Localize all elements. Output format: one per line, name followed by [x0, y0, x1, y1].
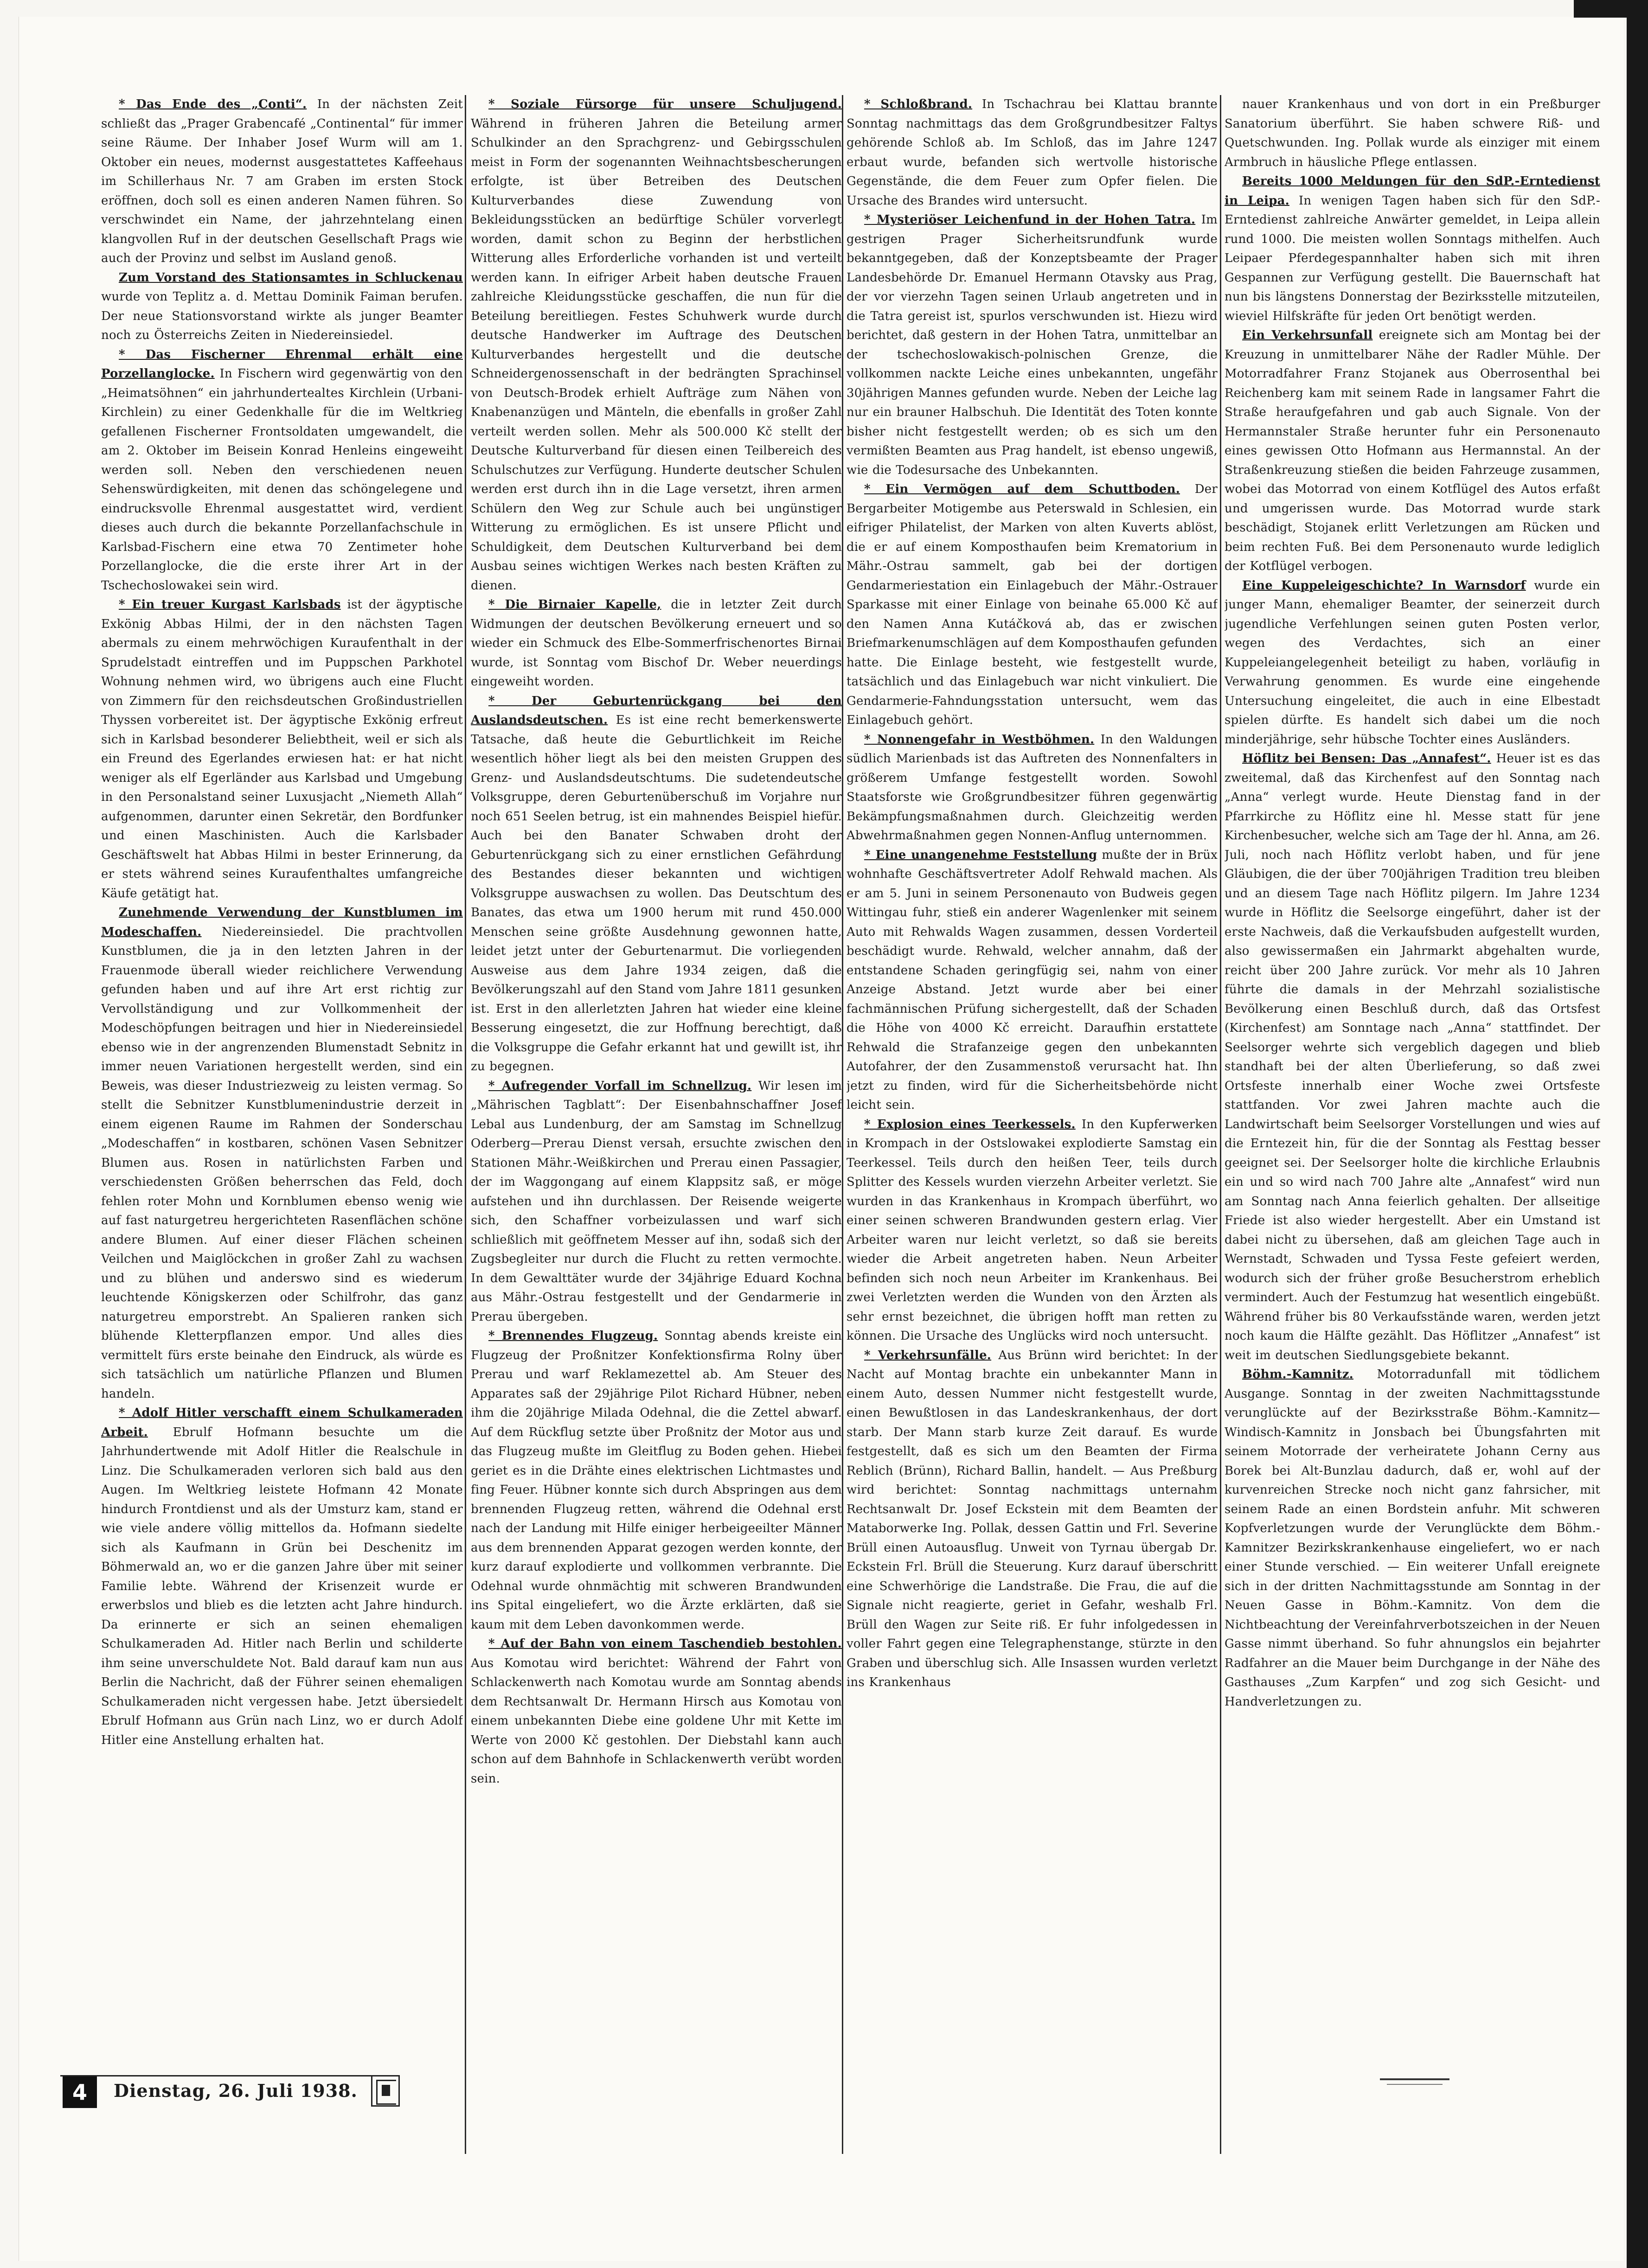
article-body: Sonntag abends kreiste ein Flugzeug der Proßnitzer Konfektionsfirma Rolny über Prerau und warf Reklamezettel ab. Am Steuer des Apparates saß der 29jährige Pilot Richard Hübner, neben ihm die 20jährige Milada Odehnal, die die Zettel abwarf. Auf dem Rückflug setzte über Proßnitz der Motor aus und das Flugzeug mußte im Gleitflug zu Boden gehen. Hiebei geriet es in die Drähte eines elektrischen Lichtmastes und fing Feuer. Hübner konnte sich durch Abspringen aus dem brennenden Flugzeug retten, während die Odehnal erst nach der Landung mit Hilfe einiger herbeigeeilter Männer aus dem brennenden Apparat gezogen werden konnte, der kurz darauf explodierte und vollkommen verbrannte. Die Odehnal wurde ohnmächtig mit schweren Brandwunden ins Spital eingeliefert, wo die Ärzte erklärten, daß sie kaum mit dem Leben davonkommen werde.	[471, 1329, 842, 1632]
article-body: In Tschachrau bei Klattau brannte Sonntag nachmittags das dem Großgrundbesitzer Faltys gehörende Schloß ab. Im Schloß, das im Jahre 1247 erbaut wurde, befanden sich wertvolle historische Gegenstände, die dem Feuer zum Opfer fielen. Die Ursache des Brandes wird untersucht.	[846, 97, 1218, 208]
article	[471, 1635, 842, 1789]
article	[101, 95, 463, 268]
column-rule	[842, 95, 843, 2154]
article-headline: * Brennendes Flugzeug.	[488, 1329, 658, 1343]
column-2	[471, 95, 842, 2145]
article-headline: Ein Verkehrsunfall	[1242, 328, 1373, 342]
article-body: Während in früheren Jahren die Beteilung armer Schulkinder an den Sprachgrenz- und Gebirgsschulen meist in Form der sogenannten Weihnachtsbescherungen erfolgte, ist über Betreiben des Deutschen Kulturverbandes diese Zuwendung von Bekleidungsstücken an bedürftige Schüler vorverlegt worden, damit schon zu Beginn der herbstlichen Witterung alles Erforderliche vorhanden ist und verteilt werden kann. In eifriger Arbeit haben deutsche Frauen zahlreiche Kleidungsstücke geschaffen, die nun für die Beteilung bereitliegen. Festes Schuhwerk wurde durch deutsche Handwerker im Auftrage des Deutschen Kulturverbandes hergestellt und die deutsche Schneidergenossenschaft in der bedrängten Sprachinsel von Deutsch-Brodek erhielt Aufträge zum Nähen von Knabenanzügen und Mänteln, die ebenfalls in großer Zahl verteilt werden sollen. Mehr als 500.000 Kč stellt der Deutsche Kulturverband für diesen einen Teilbereich des Schulschutzes zur Verfügung. Hunderte deutscher Schulen werden erst durch ihn in die Lage versetzt, ihren armen Schülern den Weg zur Schule auch bei ungünstiger Witterung zu ermöglichen. Es ist unsere Pflicht und Schuldigkeit, dem Deutschen Kulturverband bei dem Ausbau seines wichtigen Werkes nach besten Kräften zu dienen.	[471, 116, 842, 593]
article	[846, 211, 1218, 480]
article-headline: * Verkehrsunfälle.	[864, 1348, 992, 1362]
article	[471, 1077, 842, 1327]
column-rule	[465, 95, 466, 2154]
article-headline: * Eine unangenehme Feststellung	[864, 848, 1097, 862]
article-headline: Bereits 1000 Meldungen für den SdP.-Erntedienst in Leipa.	[1225, 174, 1600, 208]
article-headline: Eine Kuppeleigeschichte? In Warnsdorf	[1242, 578, 1526, 593]
article-headline: Höflitz bei Bensen: Das „Annafest“.	[1242, 752, 1491, 766]
article	[101, 268, 463, 345]
article	[1225, 749, 1600, 1365]
article	[471, 595, 842, 692]
article-body: In wenigen Tagen haben sich für den SdP.-Erntedienst zahlreiche Anwärter gemeldet, in Leipa allein rund 1000. Die meisten wollen Sonntags mithelfen. Auch Leipaer Pferdegespannhalter haben sich mit ihren Gespannen zur Verfügung gestellt. Die Bauernschaft hat nun bis längstens Donnerstag der Bezirksstelle mitzuteilen, wieviel Hilfskräfte für jeden Ort benötigt werden.	[1225, 193, 1600, 323]
article-body: In der nächsten Zeit schließt das „Prager Grabencafé „Continental“ für immer seine Räume. Der Inhaber Josef Wurm will am 1. Oktober ein neues, modernst ausgestattetes Kaffeehaus im Schillerhaus Nr. 7 am Graben im ersten Stock eröffnen, doch soll es einen anderen Namen führen. So verschwindet ein Name, der jahrzehntelang einen klangvollen Ruf in der deutschen Gesellschaft Prags wie auch der Provinz und selbst im Ausland genoß.	[101, 97, 463, 265]
issue-date: Dienstag, 26. Juli 1938.	[114, 2080, 358, 2101]
article-headline: * Ein treuer Kurgast Karlsbads	[119, 598, 341, 612]
article-headline: * Aufregender Vorfall im Schnellzug.	[488, 1079, 752, 1093]
article-body: wurde ein junger Mann, ehemaliger Beamter, der seinerzeit durch jugendliche Verfehlungen seinen guten Posten verlor, wegen des Verdachtes, sich an einer Kuppeleiangelegenheit beteiligt zu haben, vorläufig in Verwahrung genommen. Es wurde eine eingehende Untersuchung eingeleitet, die auch in eine Elbestadt spielen dürfte. Es handelt sich dabei um die noch minderjährige, sehr hübsche Tochter eines Ausländers.	[1225, 578, 1600, 747]
article-body: Heuer ist es das zweitemal, daß das Kirchenfest auf den Sonntag nach „Anna“ verlegt wurde. Heute Dienstag fand in der Pfarrkirche zu Höflitz eine hl. Messe statt für jene Kirchenbesucher, welche sich am Tage der hl. Anna, am 26. Juli, noch nach Höflitz verlobt haben, und für jene Gläubigen, die der über 700jährigen Tradition treu bleiben und an diesem Tage nach Höflitz pilgern. Im Jahre 1234 wurde in Höflitz die Seelsorge eingeführt, daher ist der erste Nachweis, daß die Verkaufsbuden aufgestellt wurden, also gewissermaßen ein Jahrmarkt abgehalten wurde, reicht über 200 Jahre zurück. Vor mehr als 10 Jahren führte die damals in der Mehrzahl sozialistische Bevölkerung einen Beschluß durch, daß das Ortsfest (Kirchenfest) am Sonntage nach „Anna“ stattfindet. Der Seelsorger wehrte sich vergeblich dagegen und blieb standhaft bei der alten Überlieferung, so daß zwei Ortsfeste innerhalb einer Woche zwei Ortsfeste stattfanden. Vor zwei Jahren machte auch die Landwirtschaft beim Seelsorger Vorstellungen und wies auf die Erntezeit hin, für die der Sonntag als Festtag besser geeignet sei. Der Seelsorger holte die kirchliche Erlaubnis ein und so wird nach 700 Jahre alte „Annafest“ wird nun am Sonntag nach Anna feierlich gehalten. Der allseitige Friede ist also wieder hergestellt. Aber ein Umstand ist dabei nicht zu übersehen, daß am gleichen Tage auch in Wernstadt, Schwaden und Tyssa Feste gefeiert werden, wodurch sich der früher große Besucherstrom erheblich vermindert. Auch der Festumzug hat wesentlich eingebüßt. Während früher bis 80 Verkaufsstände waren, werden jetzt noch kaum die Hälfte gezählt. Das Höflitzer „Annafest“ ist weit im deutschen Siedlungsgebiete bekannt.	[1225, 752, 1600, 1362]
article-body: Aus Komotau wird berichtet: Während der Fahrt von Schlackenwerth nach Komotau wurde am Sonntag abends dem Rechtsanwalt Dr. Hermann Hirsch aus Komotau von einem unbekannten Diebe eine goldene Uhr mit Kette im Werte von 2000 Kč gestohlen. Der Diebstahl kann auch schon auf dem Bahnhofe in Schlackenwerth verübt worden sein.	[471, 1656, 842, 1786]
article	[471, 95, 842, 595]
article-headline: Böhm.-Kamnitz.	[1242, 1367, 1353, 1381]
scan-edge	[1627, 0, 1648, 2268]
article-headline: * Ein Vermögen auf dem Schuttboden.	[864, 482, 1180, 496]
article-body: In den Waldungen südlich Marienbads ist das Auftreten des Nonnenfalters in größerem Umfange festgestellt worden. Sowohl Staatsforste wie Großgrundbesitzer führen gegenwärtig Bekämpfungsmaßnahmen durch. Gleichzeitig werden Abwehrmaßnahmen gegen Nonnen-Anflug unternommen.	[846, 732, 1218, 843]
article-headline: * Der Geburtenrückgang bei den Auslandsdeutschen.	[471, 694, 842, 727]
article-headline: * Soziale Fürsorge für unsere Schuljugend.	[488, 97, 842, 111]
article-body: ist der ägyptische Exkönig Abbas Hilmi, der in den nächsten Tagen abermals zu einem mehrwöchigen Kuraufenthalt in der Sprudelstadt eintreffen und im Puppschen Parkhotel Wohnung nehmen wird, wo übrigens auch eine Flucht von Zimmern für den reichsdeutschen Großindustriellen Thyssen vorbereitet ist. Der ägyptische Exkönig erfreut sich in Karlsbad besonderer Beliebtheit, weil er sich als ein Freund des Egerlandes erwiesen hat: er hat nicht weniger als elf Egerländer aus Karlsbad und Umgebung in den Personalstand seiner Luxusjacht „Niemeth Allah“ aufgenommen, darunter einen Sekretär, den Bordfunker und einen Maschinisten. Auch die Karlsbader Geschäftswelt hat Abbas Hilmi in bester Erinnerung, da er stets während seines Kuraufenthaltes umfangreiche Käufe getätigt hat.	[101, 598, 463, 901]
article-headline: * Die Birnaier Kapelle,	[488, 598, 661, 612]
article-body: Es ist eine recht bemerkenswerte Tatsache, daß heute die Geburtlichkeit im Reiche wesentlich höher liegt als bei den meisten Gruppen des Grenz- und Auslandsdeutschtums. Die sudetendeutsche Volksgruppe, deren Geburtenüberschuß im Vorjahre nur noch 651 Seelen betrug, ist ein mahnendes Beispiel hiefür. Auch bei den Banater Schwaben droht der Geburtenrückgang sich zu einer ernstlichen Gefährdung des Bestandes dieser bekannten und wichtigen Volksgruppe auswachsen zu wollen. Das Deutschtum des Banates, das etwa um 1900 herum mit rund 450.000 Menschen seine größte Ausdehnung gewonnen hatte, leidet jetzt unter der Geburtenarmut. Die vorliegenden Ausweise aus dem Jahre 1934 zeigen, daß die Bevölkerungszahl auf den Stand vom Jahre 1811 gesunken ist. Erst in den allerletzten Jahren hat wieder eine kleine Besserung eingesetzt, die zur Hoffnung berechtigt, daß die Volksgruppe die Gefahr erkannt hat und gewillt ist, ihr zu begegnen.	[471, 713, 842, 1073]
article-body: Motorradunfall mit tödlichem Ausgange. Sonntag in der zweiten Nachmittagsstunde verunglückte auf der Bezirksstraße Böhm.-Kamnitz—Windisch-Kamnitz in Jonsbach bei Übungsfahrten mit seinem Motorrade der verheiratete Johann Cerny aus Borek bei Alt-Bunzlau dadurch, daß er, wohl auf der kurvenreichen Strecke noch nicht ganz fahrsicher, mit seinem Rade an einen Bordstein anfuhr. Mit schweren Kopfverletzungen wurde der Verunglückte dem Böhm.-Kamnitzer Bezirkskrankenhause eingeliefert, wo er nach einer Stunde verschied. — Ein weiterer Unfall ereignete sich in der dritten Nachmittagsstunde am Sonntag in der Neuen Gasse in Böhm.-Kamnitz. Von dem die Nichtbeachtung der Vereinfahrverbotszeichen in der Neuen Gasse nimmt überhand. So fuhr ahnungslos ein bejahrter Radfahrer an die Mauer beim Durchgange in der Nähe des Gasthauses „Zum Karpfen“ und zog sich Gesicht- und Handverletzungen zu.	[1225, 1367, 1600, 1709]
article-body: ereignete sich am Montag bei der Kreuzung in unmittelbarer Nähe der Radler Mühle. Der Motorradfahrer Franz Stojanek aus Oberrosenthal bei Reichenberg kam mit seinem Rade in langsamer Fahrt die Straße heraufgefahren und gab auch Signale. Von der Hermannstaler Straße herunter fuhr ein Personenauto eines gewissen Otto Hofmann aus Hermannstal. An der Straßenkreuzung stießen die beiden Fahrzeuge zusammen, wobei das Motorrad von einem Kotflügel des Autos erfaßt und umgerissen wurde. Das Motorrad wurde stark beschädigt, Stojanek erlitt Verletzungen am Rücken und beim rechten Fuß. Bei dem Personenauto wurde lediglich der Kotflügel verbogen.	[1225, 328, 1600, 573]
article-headline: * Das Ende des „Conti“.	[119, 97, 307, 111]
article	[1225, 95, 1600, 172]
article-body: Im gestrigen Prager Sicherheitsrundfunk wurde bekanntgegeben, daß der Konzeptsbeamte der Prager Landesbehörde Dr. Emanuel Hermann Otavsky aus Prag, der vor vierzehn Tagen seinen Urlaub angetreten und in die Tatra gereist ist, spurlos verschwunden ist. Hiezu wird berichtet, daß gestern in der Hohen Tatra, unmittelbar an der tschechoslowakisch-polnischen Grenze, die vollkommen nackte Leiche eines unbekannten, ungefähr 30jährigen Mannes gefunden wurde. Neben der Leiche lag nur ein brauner Halbschuh. Die Identität des Toten konnte bisher nicht festgestellt werden; ob es sich um den vermißten Beamten aus Prag handelt, ist ebenso ungewiß, wie die Todesursache des Unbekannten.	[846, 213, 1218, 477]
publisher-logo-icon	[371, 2075, 400, 2107]
column-4	[1225, 95, 1600, 2145]
article-headline: * Auf der Bahn von einem Taschendieb bestohlen.	[488, 1637, 842, 1651]
article-body: In Fischern wird gegenwärtig von den „Heimatsöhnen“ ein jahrhundertealtes Kirchlein (Urbani-Kirchlein) zu einer Gedenkhalle für die im Weltkrieg gefallenen Fischerner Frontsoldaten umgewandelt, die am 2. Oktober im Beisein Konrad Henleins eingeweiht werden soll. Neben den verschiedenen neuen Sehenswürdigkeiten, mit denen das schöngelegene und eindrucksvolle Ehrenmal ausgestattet wird, verdient dieses auch durch die bekannte Porzellanfachschule in Karlsbad-Fischern eine etwa 70 Zentimeter hohe Porzellanglocke, die die erste ihrer Art in der Tschechoslowakei sein wird.	[101, 367, 463, 593]
article	[101, 903, 463, 1404]
article-headline: Zunehmende Verwendung der Kunstblumen im Modeschaffen.	[101, 906, 463, 939]
column-1	[101, 95, 463, 2145]
article-headline: * Schloßbrand.	[864, 97, 973, 111]
scan-edge-top	[1574, 0, 1648, 18]
article	[471, 692, 842, 1077]
article	[846, 1346, 1218, 1693]
article	[101, 1404, 463, 1750]
column-rule	[1220, 95, 1221, 2154]
article	[1225, 576, 1600, 750]
end-mark	[1380, 2078, 1449, 2080]
article-body: Der Bergarbeiter Motigembe aus Peterswald in Schlesien, ein eifriger Philatelist, der Marken von alten Kuverts ablöst, die er auf einem Komposthaufen beim Krematorium in Mähr.-Ostrau sammelt, gab bei der dortigen Gendarmeriestation ein Einlagebuch der Mähr.-Ostrauer Sparkasse mit einer Einlage von beinahe 65.000 Kč auf den Namen Anna Kutáčková ab, das er zwischen Briefmarkenumschlägen auf dem Komposthaufen gefunden hatte. Die Einlage besteht, wie festgestellt wurde, tatsächlich und das Einlagebuch war nicht vinkuliert. Die Gendarmerie-Fahndungsstation untersucht, wem das Einlagebuch gehört.	[846, 482, 1218, 727]
article	[846, 480, 1218, 730]
article	[101, 345, 463, 596]
article	[846, 1115, 1218, 1346]
article-headline: * Mysteriöser Leichenfund in der Hohen Tatra.	[864, 213, 1196, 227]
page-number: 4	[63, 2076, 97, 2108]
article	[846, 730, 1218, 846]
article	[1225, 172, 1600, 326]
article-body: mußte der in Brüx wohnhafte Geschäftsvertreter Adolf Rehwald machen. Als er am 5. Juni in seinem Personenauto von Budweis gegen Wittingau fuhr, stieß ein anderer Wagenlenker mit seinem Auto mit Rehwalds Wagen zusammen, dessen Vorderteil beschädigt wurde. Rehwald, welcher annahm, daß der entstandene Schaden geringfügig sei, nahm von einer Anzeige Abstand. Jetzt wurde aber bei einer fachmännischen Prüfung sichergestellt, daß der Schaden die Höhe von 4000 Kč erreicht. Daraufhin erstattete Rehwald die Strafanzeige gegen den unbekannten Autofahrer, der den Zusammenstoß verursacht hat. Ihn jetzt zu finden, wird für die Sicherheitsbehörde nicht leicht sein.	[846, 848, 1218, 1112]
article-body: Ebrulf Hofmann besuchte um die Jahrhundertwende mit Adolf Hitler die Realschule in Linz. Die Schulkameraden verloren sich bald aus den Augen. Im Weltkrieg leistete Hofmann 42 Monate hindurch Frontdienst und als der Umsturz kam, stand er wie viele andere völlig mittellos da. Hofmann siedelte sich als Kaufmann in Grün bei Deschenitz im Böhmerwald an, wo er die ganzen Jahre über mit seiner Familie lebte. Während der Krisenzeit wurde er erwerbslos und blieb es die letzten acht Jahre hindurch. Da erinnerte er sich an seinen ehemaligen Schulkameraden Ad. Hitler nach Berlin und schilderte ihm seine unverschuldete Not. Bald darauf kam nun aus Berlin die Nachricht, daß der Führer seinen ehemaligen Schulkameraden nicht vergessen habe. Jetzt übersiedelt Ebrulf Hofmann aus Grün nach Linz, wo er durch Adolf Hitler eine Anstellung erhalten hat.	[101, 1425, 463, 1747]
article	[846, 846, 1218, 1115]
column-3	[846, 95, 1218, 2145]
article-headline: * Adolf Hitler verschafft einem Schulkameraden Arbeit.	[101, 1406, 463, 1439]
article	[846, 95, 1218, 211]
end-mark	[1387, 2084, 1443, 2085]
article-body: Wir lesen im „Mährischen Tagblatt“: Der Eisenbahnschaffner Josef Lebal aus Lundenburg, der am Samstag im Schnellzug Oderberg—Prerau Dienst versah, ersuchte zwischen den Stationen Mähr.-Weißkirchen und Prerau einen Passagier, der im Waggongang auf einem Klappsitz saß, er möge aufstehen und ihn durchlassen. Der Reisende weigerte sich, den Schaffner vorbeizulassen und warf sich schließlich mit geöffnetem Messer auf ihn, sodaß sich der Zugsbegleiter nur durch die Flucht zu retten vermochte. In dem Gewalttäter wurde der 34jährige Eduard Kochna aus Mähr.-Ostrau festgestellt und der Gendarmerie in Prerau übergeben.	[471, 1079, 842, 1324]
article	[101, 595, 463, 903]
article-headline: * Explosion eines Teerkessels.	[864, 1117, 1076, 1131]
article-body: nauer Krankenhaus und von dort in ein Preßburger Sanatorium überführt. Sie haben schwere Riß- und Quetschwunden. Ing. Pollak wurde als einziger mit einem Armbruch in häusliche Pflege entlassen.	[1225, 97, 1600, 169]
article-headline: Zum Vorstand des Stationsamtes in Schluckenau	[119, 270, 463, 285]
article-body: die in letzter Zeit durch Widmungen der deutschen Bevölkerung erneuert und so wieder ein Schmuck des Elbe-Sommerfrischenortes Birnai wurde, ist Sonntag vom Bischof Dr. Weber neuerdings eingeweiht worden.	[471, 598, 842, 689]
article-headline: * Nonnengefahr in Westböhmen.	[864, 732, 1095, 747]
article-body: In den Kupferwerken in Krompach in der Ostslowakei explodierte Samstag ein Teerkessel. Teils durch den heißen Teer, teils durch Splitter des Kessels wurden vierzehn Arbeiter verletzt. Sie wurden in das Krankenhaus in Krompach überführt, wo einer seinen schweren Brandwunden gestern erlag. Vier Arbeiter waren nur leicht verletzt, so daß sie bereits wieder die Arbeit angetreten haben. Neun Arbeiter befinden sich noch neun Arbeiter im Krankenhaus. Bei zwei Verletzten werden die Wunden von den Ärzten als sehr ernst bezeichnet, die übrigen hofft man retten zu können. Die Ursache des Unglücks wird noch untersucht.	[846, 1117, 1218, 1343]
article-body: Aus Brünn wird berichtet: In der Nacht auf Montag brachte ein unbekannter Mann in einem Auto, dessen Nummer nicht festgestellt wurde, einen Bewußtlosen in das Landeskrankenhaus, der dort starb. Der Mann starb kurze Zeit darauf. Es wurde festgestellt, daß es sich um den Beamten der Firma Reblich (Brünn), Richard Ballin, handelt. — Aus Preßburg wird berichtet: Sonntag nachmittags unternahm Rechtsanwalt Dr. Josef Eckstein mit dem Beamten der Mataborwerke Ing. Pollak, dessen Gattin und Frl. Severine Brüll einen Autoausflug. Unweit von Tyrnau übergab Dr. Eckstein Frl. Brüll die Steuerung. Kurz darauf überschritt eine Schwerhörige die Landstraße. Die Frau, die auf die Signale nicht reagierte, geriet in Gefahr, weshalb Frl. Brüll den Wagen zur Seite riß. Er fuhr infolgedessen in voller Fahrt gegen eine Telegraphenstange, stürzte in den Graben und überschlug sich. Alle Insassen wurden verletzt ins Krankenhaus	[846, 1348, 1218, 1689]
article-body: Niedereinsiedel. Die prachtvollen Kunstblumen, die ja in den letzten Jahren in der Frauenmode überall wieder reichlichere Verwendung gefunden haben und auf ihre Art erst richtig zur Vervollständigung und zur Vollkommenheit der Modeschöpfungen beitragen und hier in Niedereinsiedel ebenso wie in der angrenzenden Blumenstadt Sebnitz in immer neuen Variationen hergestellt werden, sind ein Beweis, was dieser Industriezweig zu leisten vermag. So stellt die Sebnitzer Kunstblumenindustrie derzeit in einem eigenen Raume im Rahmen der Sonderschau „Modeschaffen“ in kostbaren, schönen Vasen Sebnitzer Blumen aus. Rosen in natürlichsten Farben und verschiedensten Größen beherrschen das Feld, doch fehlen roter Mohn und Kornblumen ebenso wenig wie auf fast naturgetreu hergerichteten Rasenflächen schöne andere Blumen. Auf einer dieser Flächen scheinen Veilchen und Maiglöckchen in großer Zahl zu wachsen und zu blühen und anderswo sind es wiederum leuchtende Königskerzen oder Schilfrohr, das ganz naturgetreu emporstrebt. An Spalieren ranken sich blühende Kletterpflanzen empor. Und alles dies vermittelt fürs erste beinahe den Eindruck, als würde es sich tatsächlich um natürliche Pflanzen und Blumen handeln.	[101, 925, 463, 1401]
article	[1225, 326, 1600, 576]
article	[471, 1327, 842, 1635]
article-body: wurde von Teplitz a. d. Mettau Dominik Faiman berufen. Der neue Stationsvorstand wirkte als junger Beamter noch zu Österreichs Zeiten in Niedereinsiedel.	[101, 290, 463, 342]
article-headline: * Das Fischerner Ehrenmal erhält eine Porzellanglocke.	[101, 347, 463, 381]
article	[1225, 1365, 1600, 1712]
